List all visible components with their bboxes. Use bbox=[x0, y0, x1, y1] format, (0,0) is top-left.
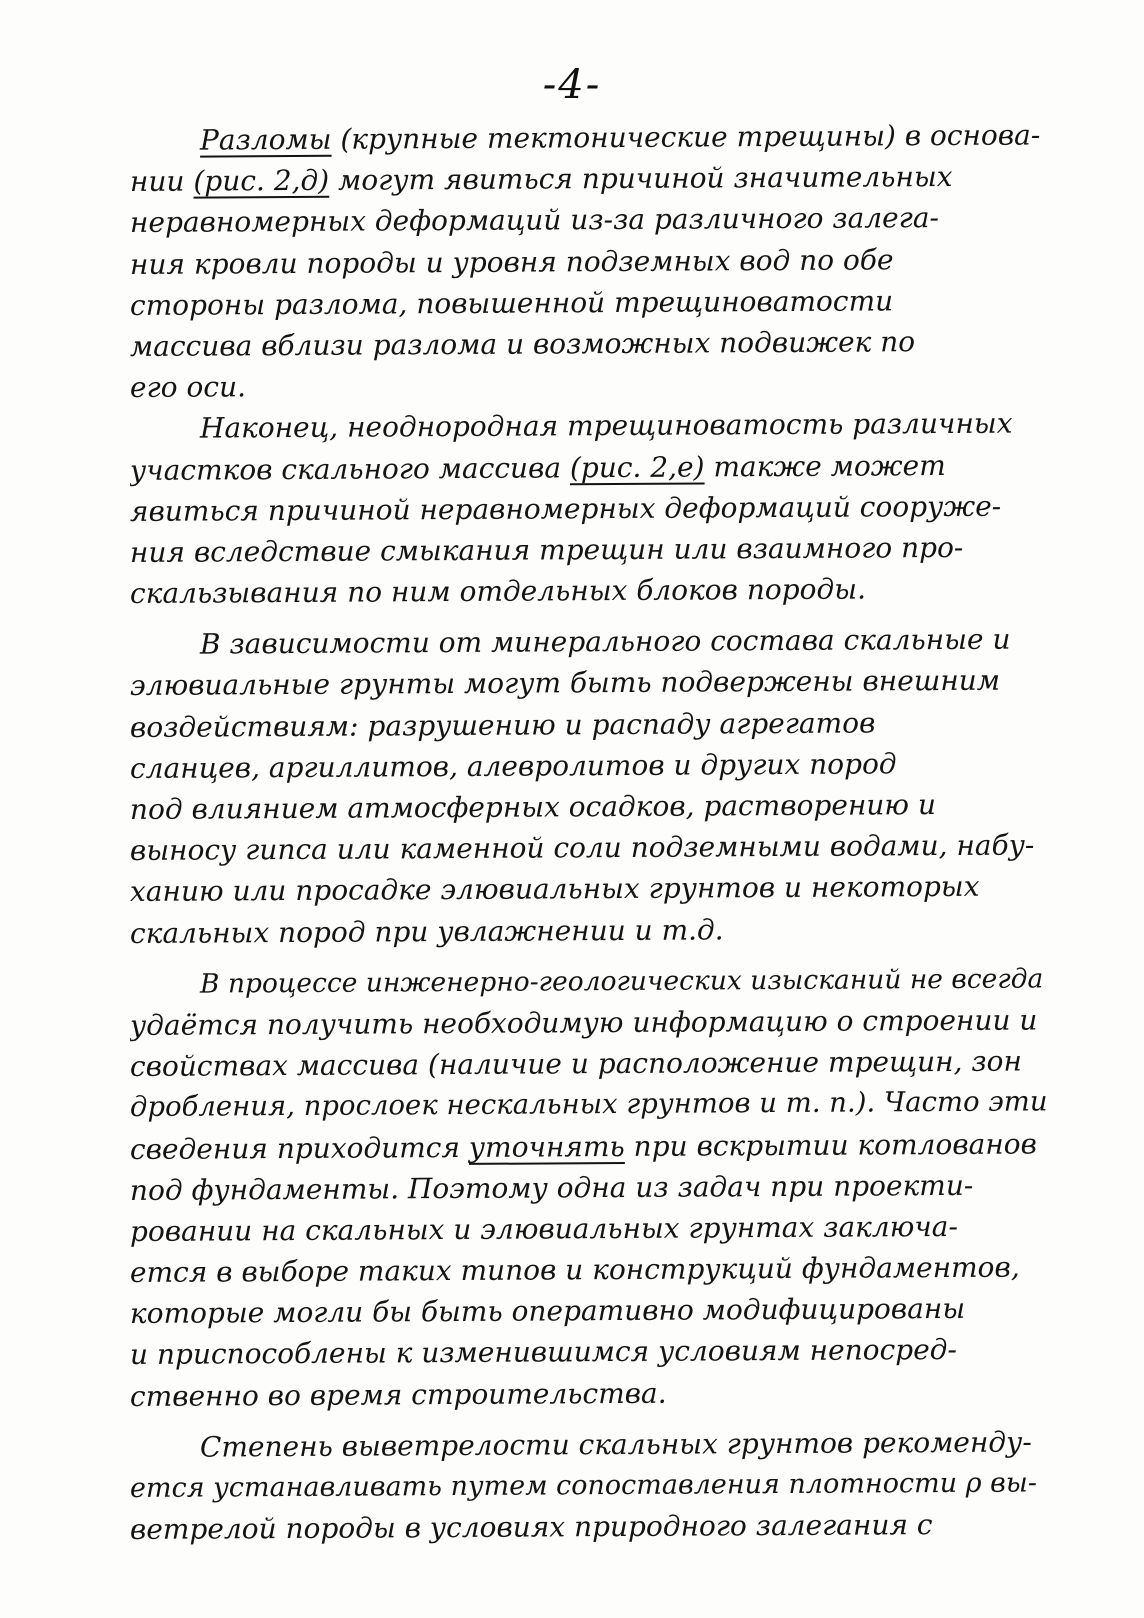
text-line-segment: Наконец, неоднородная трещиноватость различных bbox=[199, 406, 1013, 445]
text-line-segment: сведения приходится bbox=[129, 1130, 469, 1166]
text-line bbox=[130, 783, 1050, 830]
text-line-segment: его оси. bbox=[129, 370, 247, 405]
text-line-segment: ственно во время строительства. bbox=[129, 1376, 667, 1413]
text-line-segment: ния кровли породы и уровня подземных вод по обе bbox=[129, 242, 894, 281]
text-line bbox=[130, 526, 1050, 573]
text-line bbox=[130, 1421, 1050, 1468]
text-line bbox=[130, 866, 1050, 913]
text-line bbox=[130, 279, 1050, 326]
text-line-segment: В зависимости от минерального состава скальные и bbox=[199, 622, 1011, 661]
text-line-segment: при вскрытии котлованов bbox=[624, 1126, 1037, 1163]
text-line bbox=[130, 156, 1050, 203]
text-line bbox=[130, 1246, 1050, 1293]
text-line-segment: скальзывания по ним отдельных блоков породы. bbox=[129, 572, 867, 611]
text-line-segment: могут явиться причиной значительных bbox=[329, 160, 953, 197]
text-line bbox=[130, 1462, 1050, 1509]
text-line bbox=[130, 238, 1050, 285]
text-line bbox=[130, 197, 1050, 244]
text-line-segment: стороны разлома, повышенной трещиноватости bbox=[129, 284, 894, 322]
text-line-segment: которые могли бы быть оперативно модифицированы bbox=[129, 1292, 966, 1331]
text-line bbox=[130, 1370, 1050, 1417]
text-line bbox=[130, 1504, 1050, 1551]
underlined-text: (рис. 2,е) bbox=[569, 449, 705, 484]
text-line-segment: участков скального массива bbox=[129, 450, 571, 487]
text-line-segment: дробления, прослоек нескальных грунтов и т. п.). Часто эти bbox=[129, 1085, 1048, 1124]
text-line bbox=[130, 567, 1050, 614]
text-line bbox=[130, 114, 1050, 161]
text-line-segment: элювиальные грунты могут быть подвержены внешним bbox=[129, 664, 1001, 703]
text-line-segment: выносу гипса или каменной соли подземными водами, набу- bbox=[129, 828, 1035, 868]
underlined-text: (рис. 2,д) bbox=[193, 163, 330, 198]
text-line bbox=[130, 701, 1050, 748]
page-number: -4- bbox=[542, 62, 602, 108]
text-line-segment: сланцев, аргиллитов, алевролитов и других пород bbox=[129, 747, 897, 785]
text-line-segment: неравномерных деформаций из-за различного залега- bbox=[129, 201, 940, 240]
text-line bbox=[130, 1123, 1050, 1170]
text-line bbox=[130, 825, 1050, 872]
text-line-segment: свойствах массива (наличие и расположение трещин, зон bbox=[129, 1044, 1022, 1084]
text-line-segment: удаётся получить необходимую информацию о строении и bbox=[129, 1003, 1038, 1042]
text-line bbox=[130, 1041, 1050, 1088]
text-line bbox=[130, 1288, 1050, 1335]
text-line-segment: массива вблизи разлома и возможных подвижек по bbox=[129, 325, 916, 363]
text-line-segment: также может bbox=[704, 448, 946, 483]
text-line-segment: ветрелой породы в условиях природного залегания с bbox=[129, 1508, 933, 1547]
text-line bbox=[130, 362, 1050, 409]
text-line-segment: ровании на скальных и элювиальных грунтах заключа- bbox=[129, 1209, 958, 1248]
text-line bbox=[130, 907, 1050, 954]
text-line-segment: скальных пород при увлажнении и т.д. bbox=[129, 912, 724, 950]
text-line bbox=[130, 485, 1050, 532]
text-line-segment: (крупные тектонические трещины) в основа- bbox=[331, 118, 1041, 156]
text-line bbox=[130, 619, 1050, 666]
text-line bbox=[130, 320, 1050, 367]
handwritten-text-body bbox=[130, 120, 1050, 1550]
text-line-segment: В процессе инженерно-геологических изысканий не всегда bbox=[199, 963, 1044, 1000]
text-line-segment: ется устанавливать путем сопоставления плотности ρ вы- bbox=[129, 1467, 1038, 1504]
text-line bbox=[130, 742, 1050, 789]
text-line bbox=[130, 1329, 1050, 1376]
text-line-segment: ния вследствие смыкания трещин или взаимного про- bbox=[129, 530, 964, 569]
underlined-text: Разломы bbox=[199, 122, 332, 157]
text-line bbox=[130, 444, 1050, 491]
text-line-segment: Степень выветрелости скальных грунтов рекоменду- bbox=[199, 1425, 1032, 1464]
text-line-segment: под влиянием атмосферных осадков, растворению и bbox=[129, 788, 937, 826]
text-line-segment: воздействиям: разрушению и распаду агрегатов bbox=[129, 706, 876, 744]
underlined-text: уточнять bbox=[468, 1129, 625, 1164]
text-line bbox=[130, 1164, 1050, 1211]
text-line-segment: нии bbox=[129, 164, 194, 199]
text-line bbox=[130, 958, 1050, 1005]
text-line bbox=[130, 1205, 1050, 1252]
text-line-segment: ханию или просадке элювиальных грунтов и некоторых bbox=[129, 870, 980, 909]
text-line-segment: ется в выборе таких типов и конструкций фундаментов, bbox=[129, 1250, 1020, 1290]
text-line bbox=[130, 660, 1050, 707]
text-line bbox=[130, 403, 1050, 450]
text-line-segment: под фундаменты. Поэтому одна из задач при проекти- bbox=[129, 1168, 974, 1207]
text-line bbox=[130, 999, 1050, 1046]
text-line-segment: и приспособлены к изменившимся условиям непосред- bbox=[129, 1333, 958, 1372]
text-line-segment: явиться причиной неравномерных деформаций сооруже- bbox=[129, 489, 1002, 528]
text-line bbox=[130, 1082, 1050, 1129]
